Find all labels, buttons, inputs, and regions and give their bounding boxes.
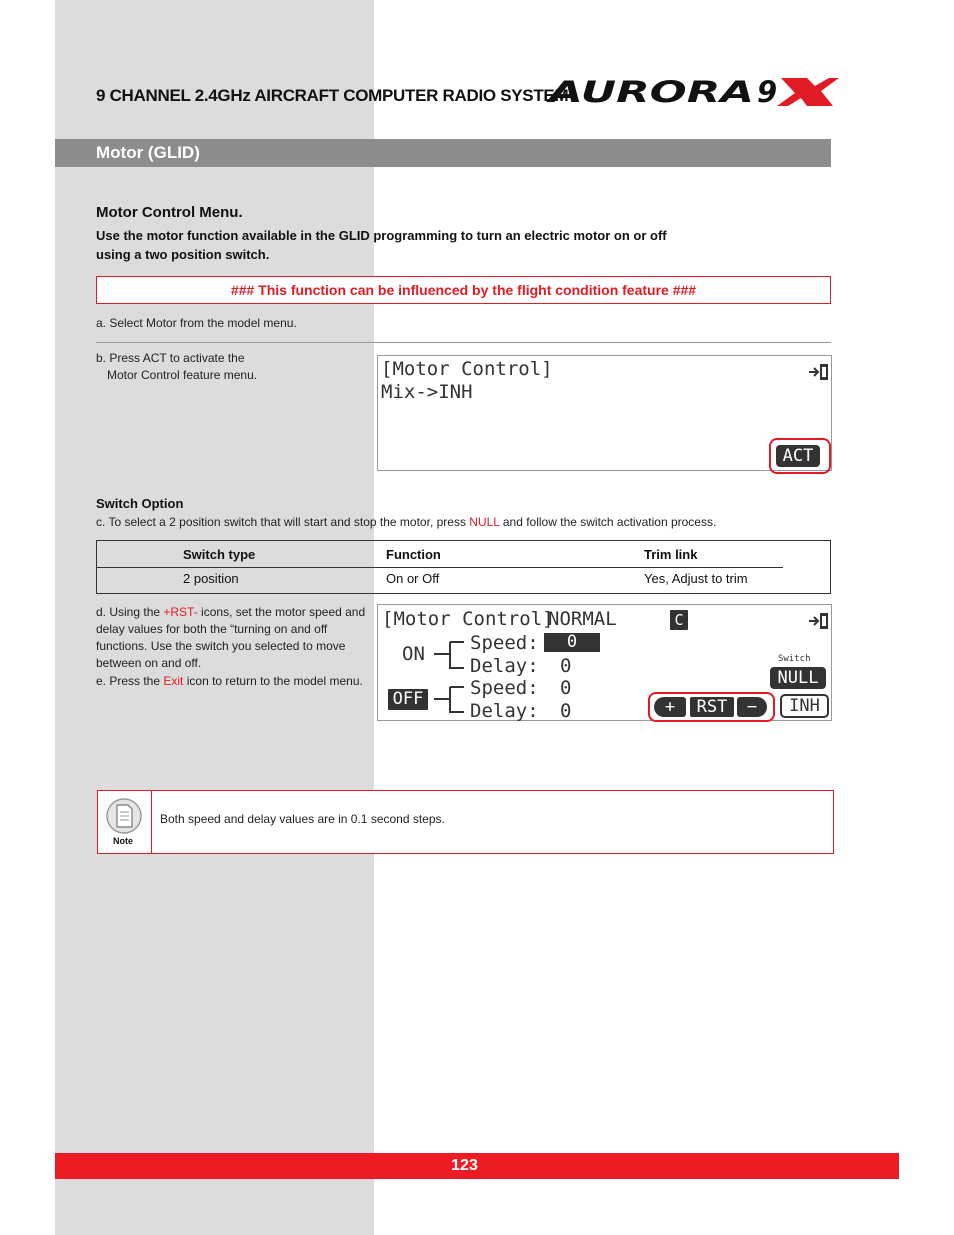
rst-reference: +RST- [163, 605, 198, 619]
table-cell-trim-link: Yes, Adjust to trim [644, 571, 748, 586]
on-delay-value[interactable]: 0 [560, 655, 572, 677]
off-delay-label: Delay: [470, 700, 539, 722]
on-speed-value[interactable]: 0 [544, 633, 600, 652]
table-header-switch-type: Switch type [183, 547, 256, 562]
step-d-text-end: icons, set the motor speed and delay values for both the “turning on and off functions. Use the switch you selected to move between on and off. [96, 605, 366, 670]
step-c [96, 514, 716, 531]
step-a: a. Select Motor from the model menu. [96, 316, 297, 330]
act-button[interactable]: ACT [776, 445, 820, 467]
lcd-screen-motor-settings [377, 604, 832, 721]
step-b-line1: b. Press ACT to activate the [96, 351, 245, 365]
step-c-text: c. To select a 2 position switch that will start and stop the motor, press [96, 515, 470, 529]
table-cell-function: On or Off [386, 571, 440, 586]
exit-reference: Exit [163, 674, 184, 688]
screen1-mix-status: Mix->INH [381, 381, 473, 403]
screen2-title: [Motor Control] [382, 608, 554, 630]
note-label: Note [113, 836, 133, 846]
off-delay-value[interactable]: 0 [560, 700, 572, 722]
aurora-logo [545, 74, 840, 108]
on-speed-label: Speed: [470, 632, 539, 654]
step-e-text: e. Press the [96, 674, 164, 688]
screen2-mode: NORMAL [548, 608, 617, 630]
step-e [96, 673, 371, 690]
page-header-title: 9 CHANNEL 2.4GHz AIRCRAFT COMPUTER RADIO SYSTEM [96, 86, 569, 105]
note-document-icon [105, 797, 143, 840]
intro-paragraph: Use the motor function available in the GLID programming to turn an electric motor on or off using a two position switch. [96, 228, 667, 262]
screen1-title: [Motor Control] [381, 358, 553, 380]
note-text: Both speed and delay values are in 0.1 second steps. [160, 812, 445, 826]
section-title: Motor (GLID) [96, 143, 200, 162]
flight-condition-warning: ### This function can be influenced by the flight condition feature ### [96, 276, 831, 304]
off-label: OFF [388, 689, 428, 710]
svg-text:AURORA: AURORA [545, 75, 754, 108]
switch-option-heading: Switch Option [96, 496, 184, 511]
switch-table [96, 540, 831, 594]
rst-button[interactable]: RST [690, 697, 734, 717]
off-speed-label: Speed: [470, 677, 539, 699]
on-delay-label: Delay: [470, 655, 539, 677]
step-d [96, 604, 368, 672]
note-divider [151, 791, 152, 853]
motor-control-heading: Motor Control Menu. [96, 204, 243, 221]
step-b-line2: Motor Control feature menu. [107, 368, 258, 382]
step-e-text-end: icon to return to the model menu. [183, 674, 363, 688]
off-speed-value[interactable]: 0 [560, 677, 572, 699]
step-c-text-end: and follow the switch activation process. [499, 515, 717, 529]
svg-text:9: 9 [757, 75, 778, 108]
minus-button[interactable]: − [737, 697, 767, 717]
exit-icon-2[interactable] [808, 611, 830, 635]
null-reference: NULL [469, 515, 500, 529]
divider [96, 342, 831, 343]
exit-icon[interactable] [808, 362, 830, 386]
lcd-screen-motor-control [377, 355, 832, 471]
table-header-function: Function [386, 547, 441, 562]
note-box [97, 790, 834, 854]
inh-button[interactable]: INH [780, 694, 829, 718]
plus-button[interactable]: + [654, 697, 686, 717]
null-button[interactable]: NULL [770, 667, 826, 689]
off-bracket [434, 682, 468, 726]
on-label: ON [402, 643, 425, 665]
table-cell-switch-type: 2 position [183, 571, 239, 586]
table-header-trim-link: Trim link [644, 547, 698, 562]
switch-small-label: Switch [778, 654, 811, 664]
table-row-divider [97, 567, 783, 568]
step-d-text: d. Using the [96, 605, 164, 619]
step-b [96, 350, 257, 384]
page-number: 123 [451, 1157, 478, 1174]
condition-icon: C [670, 610, 688, 630]
